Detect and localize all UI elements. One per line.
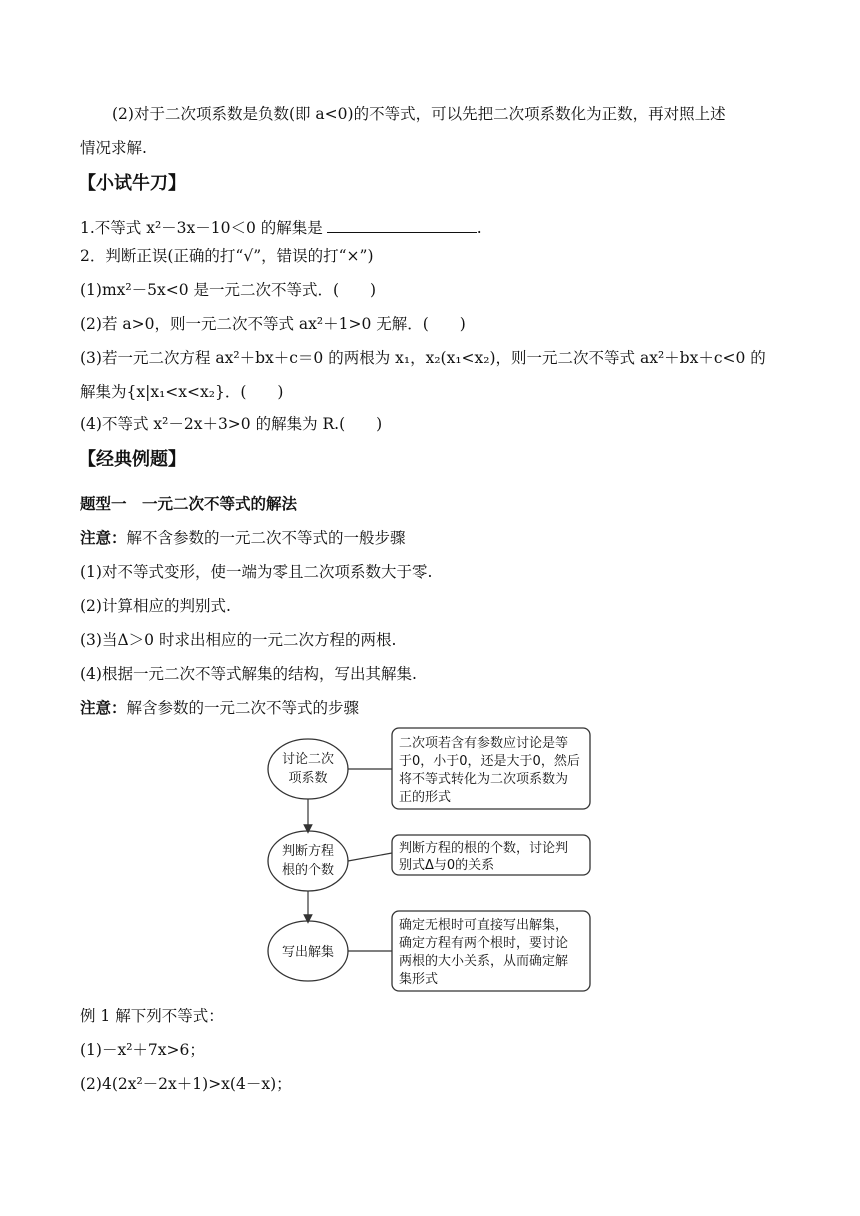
flow-node-2-line-2: 根的个数 (281, 863, 335, 878)
intro-line-1: (2)对于二次项系数是负数(即 a<0)的不等式，可以先把二次项系数化为正数，再对照上述 (112, 105, 726, 123)
flow-node-2-line-1: 判断方程 (281, 844, 335, 859)
flow-node-2-ellipse (268, 831, 348, 891)
step-4: (4)根据一元二次不等式解集的结构，写出其解集. (80, 665, 417, 683)
flow-connector-2 (348, 853, 392, 861)
flow-note-2-line-1: 判断方程的根的个数，讨论判 (399, 841, 569, 856)
flow-note-1-line-1: 二次项若含有参数应讨论是等 (399, 736, 569, 751)
flow-node-1-line-1: 讨论二次 (281, 752, 335, 767)
answer-blank (327, 218, 477, 233)
question-1-end: . (476, 219, 482, 237)
example-1-item-2: (2)4(2x²－2x＋1)>x(4－x)； (80, 1075, 292, 1093)
question-2-item-2: (2)若 a>0，则一元二次不等式 ax²＋1>0 无解．( ) (80, 315, 466, 333)
flow-note-3-line-3: 两根的大小关系，从而确定解 (399, 954, 569, 969)
question-2-item-3-line-1: (3)若一元二次方程 ax²＋bx＋c＝0 的两根为 x₁，x₂(x₁<x₂)，则一元二次不等式 ax²＋bx＋c<0 的 (80, 349, 766, 367)
flow-node-3-line-1: 写出解集 (281, 945, 335, 960)
note-2-label: 注意： (80, 698, 127, 717)
flow-note-1-line-4: 正的形式 (399, 790, 452, 805)
step-2: (2)计算相应的判别式. (80, 597, 231, 615)
flow-note-1-line-3: 将不等式转化为二次项系数为 (399, 772, 569, 787)
flow-note-3-line-4: 集形式 (399, 972, 439, 987)
question-2-item-1: (1)mx²－5x<0 是一元二次不等式．( ) (80, 281, 377, 299)
step-1: (1)对不等式变形，使一端为零且二次项系数大于零. (80, 563, 433, 581)
question-2-item-3-line-2: 解集为{x|x₁<x<x₂}．( ) (80, 383, 284, 401)
flow-node-1-ellipse (268, 739, 348, 799)
note-1 (80, 528, 785, 548)
note-1-text: 解不含参数的一元二次不等式的一般步骤 (126, 529, 406, 547)
flowchart (262, 725, 602, 995)
type-1-title: 题型一 一元二次不等式的解法 (80, 494, 298, 513)
example-1-item-1: (1)－x²＋7x>6； (80, 1041, 205, 1059)
question-2-item-4: (4)不等式 x²－2x＋3>0 的解集为 R.( ) (80, 415, 383, 433)
flow-node-1-line-2: 项系数 (288, 771, 328, 786)
question-1 (80, 218, 785, 238)
section-heading-examples: 【经典例题】 (78, 449, 186, 470)
section-heading-trial: 【小试牛刀】 (78, 173, 186, 194)
intro-line-2: 情况求解. (80, 139, 147, 157)
note-2 (80, 698, 785, 718)
example-1-title: 例 1 解下列不等式： (80, 1007, 224, 1025)
note-2-text: 解含参数的一元二次不等式的步骤 (126, 699, 360, 717)
flow-note-1-line-2: 于0，小于0，还是大于0，然后 (399, 754, 580, 769)
note-1-label: 注意： (80, 528, 127, 547)
step-3: (3)当Δ＞0 时求出相应的一元二次方程的两根. (80, 631, 397, 649)
question-1-text: 1.不等式 x²－3x－10＜0 的解集是 (80, 219, 323, 237)
flow-note-3-line-2: 确定方程有两个根时，要讨论 (399, 936, 569, 951)
flow-note-2-line-2: 别式Δ与0的关系 (399, 858, 495, 873)
flow-note-3-line-1: 确定无根时可直接写出解集， (399, 918, 569, 933)
question-2: 2．判断正误(正确的打“√”，错误的打“×”) (80, 247, 374, 265)
